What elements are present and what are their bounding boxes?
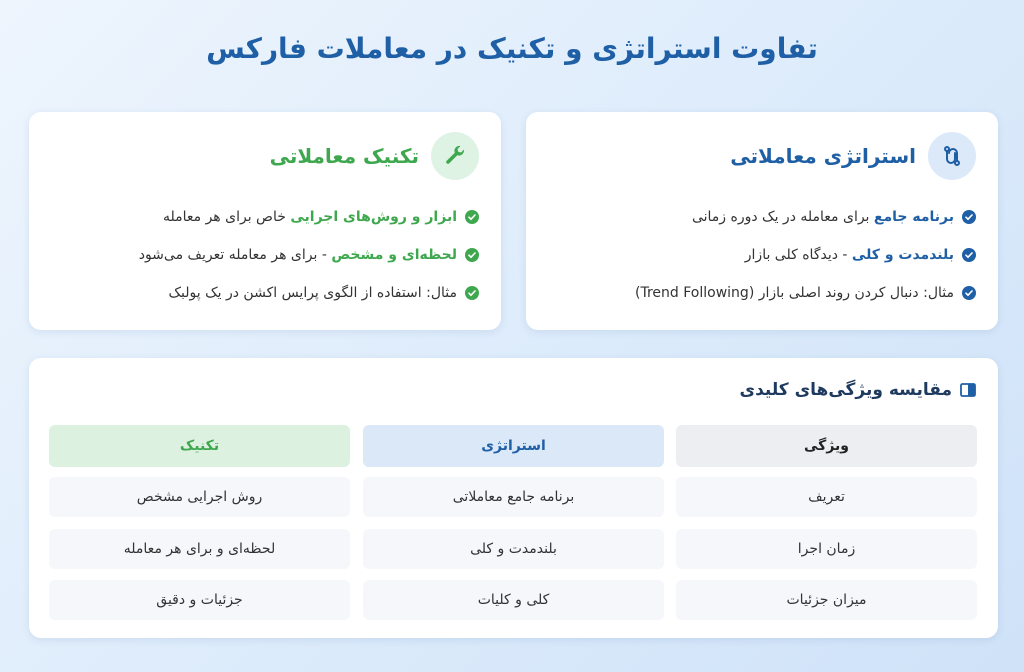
table-cell-feature: میزان جزئیات [676,580,977,620]
route-icon [928,132,976,180]
strategy-title: استراتژی معاملاتی [730,144,916,168]
bullet-text: برای معامله در یک دوره زمانی [691,209,874,225]
bullet-text: - دیدگاه کلی بازار [744,247,852,263]
table-header-feature: ویژگی [676,425,977,467]
table-cell-feature: تعریف [676,477,977,517]
bullet-text: مثال: دنبال کردن روند اصلی بازار (Trend Following) [635,285,954,301]
page-title: تفاوت استراتژی و تکنیک در معاملات فارکس [206,32,818,65]
comparison-card [29,358,998,638]
strategy-card [526,112,998,330]
technique-bullet-list [51,198,479,312]
bullet-highlight: ابزار و روش‌های اجرایی [290,209,457,225]
technique-bullet [51,274,479,312]
table-cell-strategy: بلندمدت و کلی [363,529,664,569]
columns-icon [960,382,976,398]
comparison-header [740,380,977,400]
table-header-strategy: استراتژی [363,425,664,467]
table-cell-strategy: کلی و کلیات [363,580,664,620]
check-circle-icon [465,210,479,224]
table-cell-technique: روش اجرایی مشخص [49,477,350,517]
bullet-highlight: لحظه‌ای و مشخص [331,247,457,263]
bullet-text: - برای هر معامله تعریف می‌شود [138,247,332,263]
technique-card-header [51,132,479,180]
table-cell-technique: جزئیات و دقیق [49,580,350,620]
check-circle-icon [465,286,479,300]
bullet-highlight: برنامه جامع [873,209,954,225]
check-circle-icon [465,248,479,262]
strategy-bullet-list [548,198,976,312]
table-cell-feature: زمان اجرا [676,529,977,569]
technique-card [29,112,501,330]
strategy-bullet [548,198,976,236]
strategy-bullet [548,236,976,274]
technique-title: تکنیک معاملاتی [269,144,419,168]
comparison-title: مقایسه ویژگی‌های کلیدی [739,380,952,400]
bullet-text: خاص برای هر معامله [162,209,291,225]
check-circle-icon [962,248,976,262]
technique-bullet [51,236,479,274]
strategy-card-header [548,132,976,180]
strategy-bullet [548,274,976,312]
table-cell-strategy: برنامه جامع معاملاتی [363,477,664,517]
technique-bullet [51,198,479,236]
bullet-highlight: بلندمدت و کلی [851,247,954,263]
wrench-icon [431,132,479,180]
table-cell-technique: لحظه‌ای و برای هر معامله [49,529,350,569]
table-header-technique: تکنیک [49,425,350,467]
bullet-text: مثال: استفاده از الگوی پرایس اکشن در یک پولبک [168,285,457,301]
check-circle-icon [962,286,976,300]
check-circle-icon [962,210,976,224]
